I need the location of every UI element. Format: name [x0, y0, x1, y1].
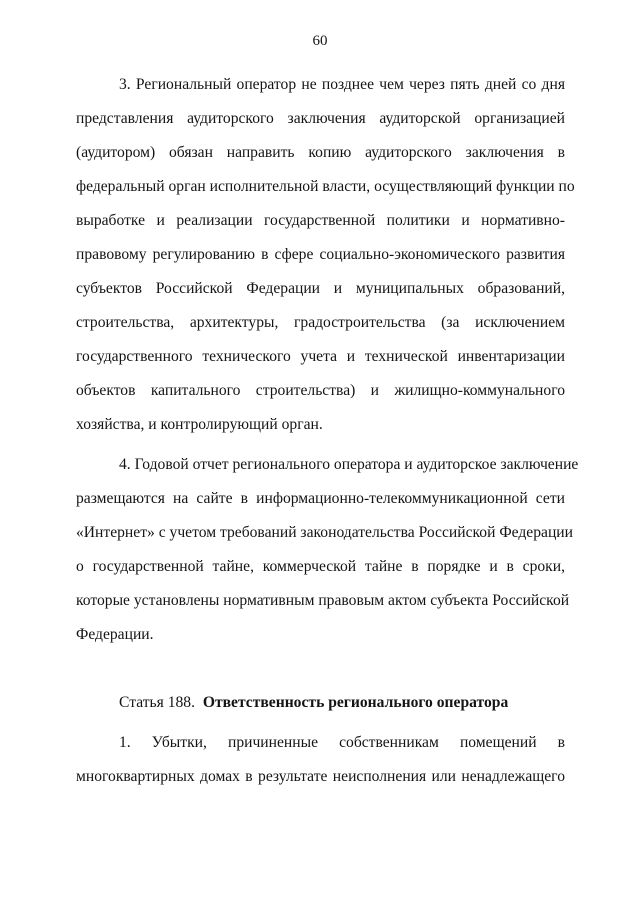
text-line: о государственной тайне, коммерческой тайне в порядке и в сроки, [76, 558, 565, 575]
text-line: федеральный орган исполнительной власти, осуществляющий функции по [76, 178, 575, 195]
article-number: Статья 188. [119, 694, 196, 711]
article-heading [119, 693, 565, 713]
text-line: государственного технического учета и технической инвентаризации [76, 348, 565, 365]
text-line: 4. Годовой отчет регионального оператора и аудиторское заключение [119, 456, 579, 473]
text-line: хозяйства, и контролирующий орган. [76, 416, 323, 433]
text-line: 3. Региональный оператор не позднее чем через пять дней со дня [119, 76, 565, 93]
text-line: (аудитором) обязан направить копию аудиторского заключения в [76, 144, 565, 161]
text-line: субъектов Российской Федерации и муниципальных образований, [76, 280, 565, 297]
text-line: строительства, архитектуры, градостроительства (за исключением [76, 314, 565, 331]
text-line: объектов капитального строительства) и жилищно-коммунального [76, 382, 565, 399]
text-line: 1. Убытки, причиненные собственникам помещений в [119, 734, 565, 751]
page-number: 60 [312, 33, 328, 49]
text-line: «Интернет» с учетом требований законодательства Российской Федерации [76, 524, 573, 541]
text-line: выработке и реализации государственной политики и нормативно- [76, 212, 565, 229]
text-line: Федерации. [76, 626, 154, 643]
text-line: размещаются на сайте в информационно-телекоммуникационной сети [76, 490, 565, 507]
text-line: многоквартирных домах в результате неисполнения или ненадлежащего [76, 768, 565, 785]
article-title: Ответственность регионального оператора [202, 694, 509, 711]
text-line: правовому регулированию в сфере социально-экономического развития [76, 246, 565, 263]
text-line: которые установлены нормативным правовым актом субъекта Российской [76, 592, 570, 609]
text-line: представления аудиторского заключения аудиторской организацией [76, 110, 565, 127]
